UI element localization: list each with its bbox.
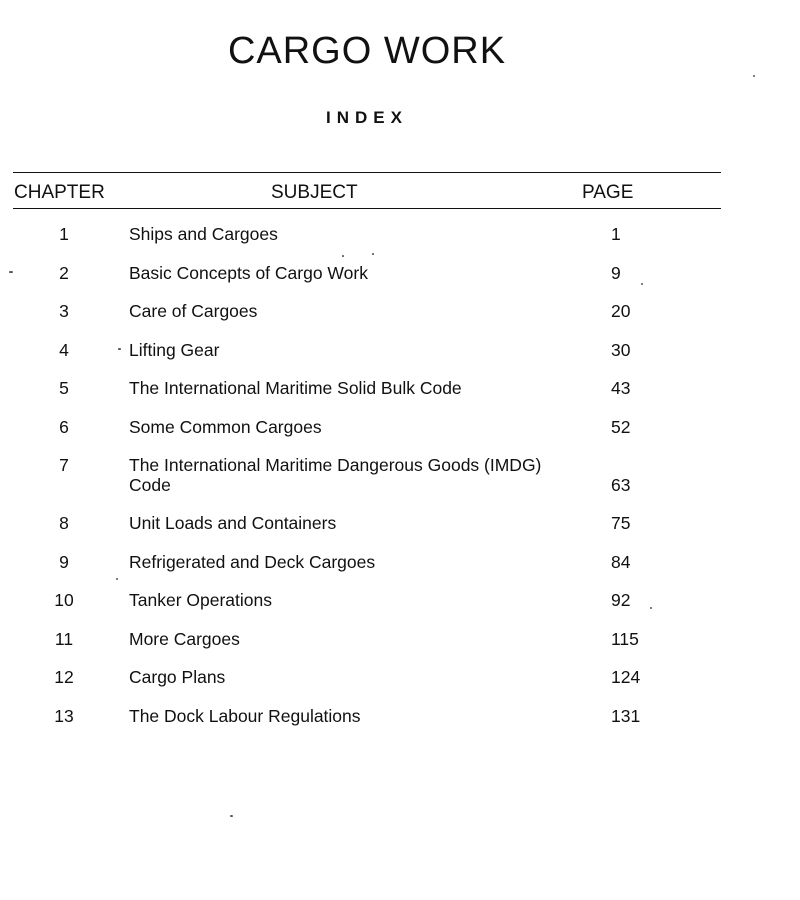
chapter-subject: Cargo Plans <box>129 667 226 687</box>
chapter-subject: Unit Loads and Containers <box>129 513 337 533</box>
chapter-subject: Lifting Gear <box>129 339 220 360</box>
page-number: 30 <box>611 339 631 360</box>
index-row <box>0 338 740 377</box>
chapter-number: 3 <box>59 301 69 321</box>
scan-speck <box>650 607 652 609</box>
index-row <box>0 588 740 627</box>
page-number: 9 <box>611 262 621 283</box>
chapter-number: 11 <box>54 628 74 649</box>
chapter-subject: Some Common Cargoes <box>129 416 322 437</box>
chapter-number: 9 <box>59 551 69 572</box>
chapter-column-header: CHAPTER <box>14 182 105 203</box>
page-number: 43 <box>611 378 631 398</box>
index-row <box>0 415 740 454</box>
index-row <box>0 376 740 415</box>
chapter-number: 4 <box>59 339 69 360</box>
header-top-rule <box>13 172 721 173</box>
index-row <box>0 704 740 743</box>
chapter-number: 5 <box>59 378 69 398</box>
index-row <box>0 222 740 261</box>
scan-speck <box>342 255 344 257</box>
chapter-subject: The International Maritime Dangerous Goods (IMDG) Code <box>129 455 542 495</box>
index-row <box>0 299 740 338</box>
scan-speck <box>641 283 643 285</box>
scan-speck <box>116 578 118 580</box>
page-column-header: PAGE <box>582 182 634 203</box>
chapter-number: 8 <box>59 513 69 533</box>
page-number: 63 <box>611 475 631 495</box>
scan-speck <box>118 348 121 350</box>
header-bottom-rule <box>13 208 721 209</box>
chapter-number: 10 <box>54 590 74 610</box>
chapter-number: 6 <box>59 416 69 437</box>
index-row <box>0 511 740 550</box>
scan-speck <box>9 271 13 273</box>
index-row <box>0 453 740 511</box>
chapter-subject: Tanker Operations <box>129 590 272 610</box>
chapter-subject: The Dock Labour Regulations <box>129 705 361 726</box>
chapter-subject: The International Maritime Solid Bulk Code <box>129 378 462 398</box>
page-number: 131 <box>611 705 641 726</box>
index-heading: INDEX <box>326 108 408 127</box>
index-table <box>0 222 740 742</box>
page-number: 20 <box>611 301 631 321</box>
page-number: 52 <box>611 416 631 437</box>
index-row <box>0 665 740 704</box>
scan-speck <box>372 253 374 255</box>
book-title: CARGO WORK <box>227 30 507 72</box>
page-number: 124 <box>611 667 641 687</box>
chapter-subject: More Cargoes <box>129 628 240 649</box>
page-number: 84 <box>611 551 631 572</box>
chapter-subject: Refrigerated and Deck Cargoes <box>129 551 376 572</box>
index-row <box>0 261 740 300</box>
page-number: 1 <box>611 224 621 244</box>
page-number: 115 <box>611 628 639 649</box>
scan-speck <box>230 815 233 817</box>
page-number: 75 <box>611 513 631 533</box>
chapter-number: 12 <box>54 667 74 687</box>
chapter-number: 13 <box>54 705 74 726</box>
chapter-subject: Care of Cargoes <box>129 301 258 321</box>
chapter-subject: Ships and Cargoes <box>129 224 278 244</box>
chapter-number: 1 <box>59 224 69 244</box>
chapter-subject: Basic Concepts of Cargo Work <box>129 262 368 283</box>
chapter-number: 7 <box>59 455 69 475</box>
index-row <box>0 627 740 666</box>
page-number: 92 <box>611 590 631 610</box>
index-row <box>0 550 740 589</box>
scan-speck <box>753 75 755 77</box>
chapter-number: 2 <box>59 262 69 283</box>
subject-column-header: SUBJECT <box>271 182 358 203</box>
